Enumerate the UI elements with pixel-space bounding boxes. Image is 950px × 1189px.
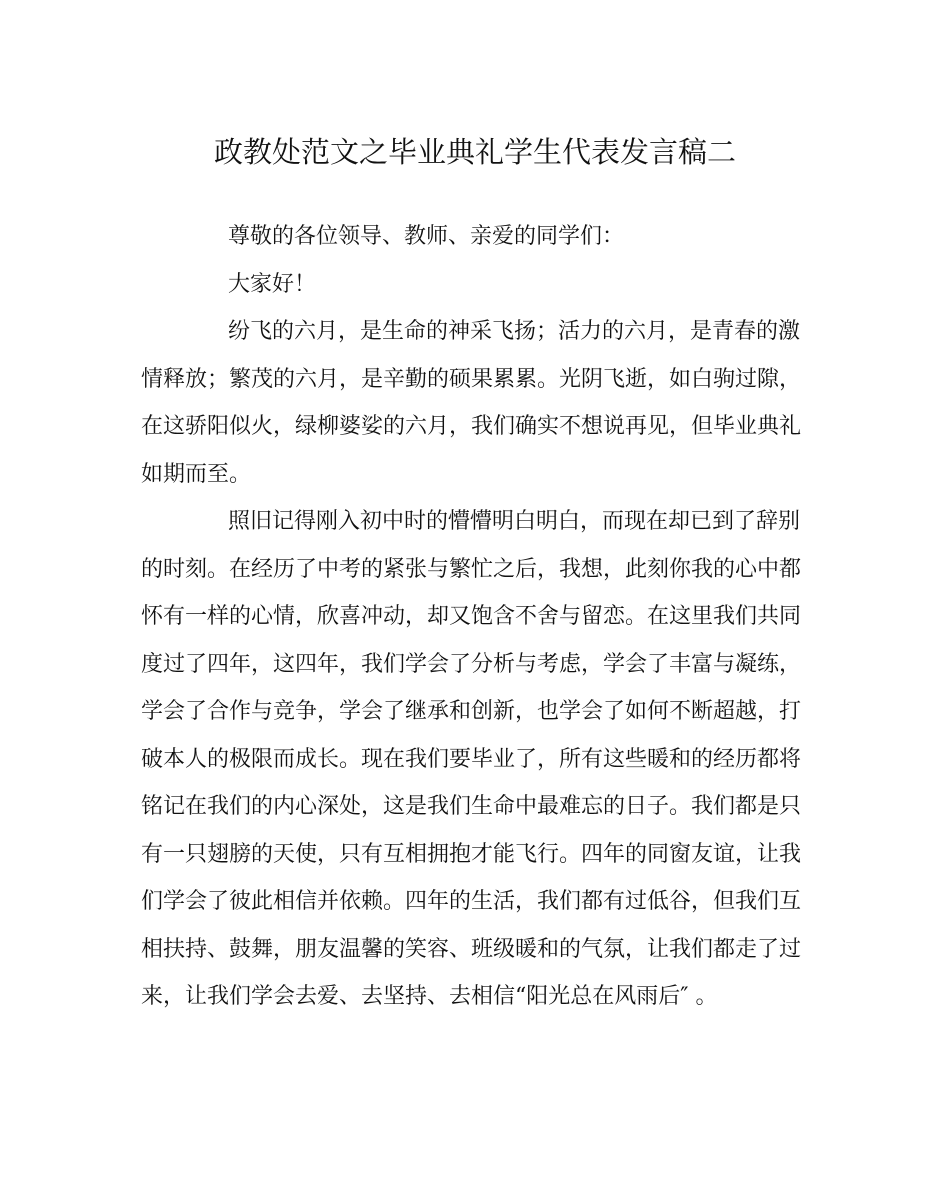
greeting: 大家好！ <box>228 271 317 297</box>
paragraph-2 <box>141 498 801 1021</box>
paragraph-line: 度过了四年，这四年，我们学会了分析与考虑，学会了丰富与凝练， <box>141 651 802 677</box>
paragraph-line: 来，让我们学会去爱、去坚持、去相信“阳光总在风雨后″ 。 <box>141 984 718 1009</box>
salutation: 尊敬的各位领导、教师、亲爱的同学们： <box>228 224 625 249</box>
paragraph-line: 照旧记得刚入初中时的懵懵明白明白，而现在却已到了辞别 <box>228 509 801 534</box>
paragraph-line: 学会了合作与竞争，学会了继承和创新，也学会了如何不断超越，打 <box>141 699 802 724</box>
paragraph-line: 们学会了彼此相信并依赖。四年的生活，我们都有过低谷，但我们互 <box>141 889 802 914</box>
paragraph-line: 铭记在我们的内心深处，这是我们生命中最难忘的日子。我们都是只 <box>141 794 802 819</box>
paragraph-line: 如期而至。 <box>141 461 252 487</box>
document-body <box>141 213 801 1021</box>
document-title: 政教处范文之毕业典礼学生代表发言稿二 <box>213 135 736 169</box>
paragraph-1 <box>141 308 801 498</box>
paragraph-line: 的时刻。在经历了中考的紧张与繁忙之后，我想，此刻你我的心中都 <box>141 556 802 582</box>
paragraph-line: 怀有一样的心情，欣喜冲动，却又饱含不舍与留恋。在这里我们共同 <box>141 604 802 629</box>
paragraph-line: 在这骄阳似火，绿柳婆娑的六月，我们确实不想说再见，但毕业典礼 <box>141 414 802 439</box>
paragraph-line: 情释放；繁茂的六月，是辛勤的硕果累累。光阴飞逝，如白驹过隙， <box>141 366 802 392</box>
paragraph-line: 破本人的极限而成长。现在我们要毕业了，所有这些暖和的经历都将 <box>141 746 802 772</box>
paragraph-line: 相扶持、鼓舞，朋友温馨的笑容、班级暖和的气氛，让我们都走了过 <box>141 936 802 962</box>
paragraph-line: 纷飞的六月，是生命的神采飞扬；活力的六月，是青春的激 <box>228 319 801 344</box>
paragraph-line: 有一只翅膀的天使，只有互相拥抱才能飞行。四年的同窗友谊，让我 <box>141 841 802 867</box>
